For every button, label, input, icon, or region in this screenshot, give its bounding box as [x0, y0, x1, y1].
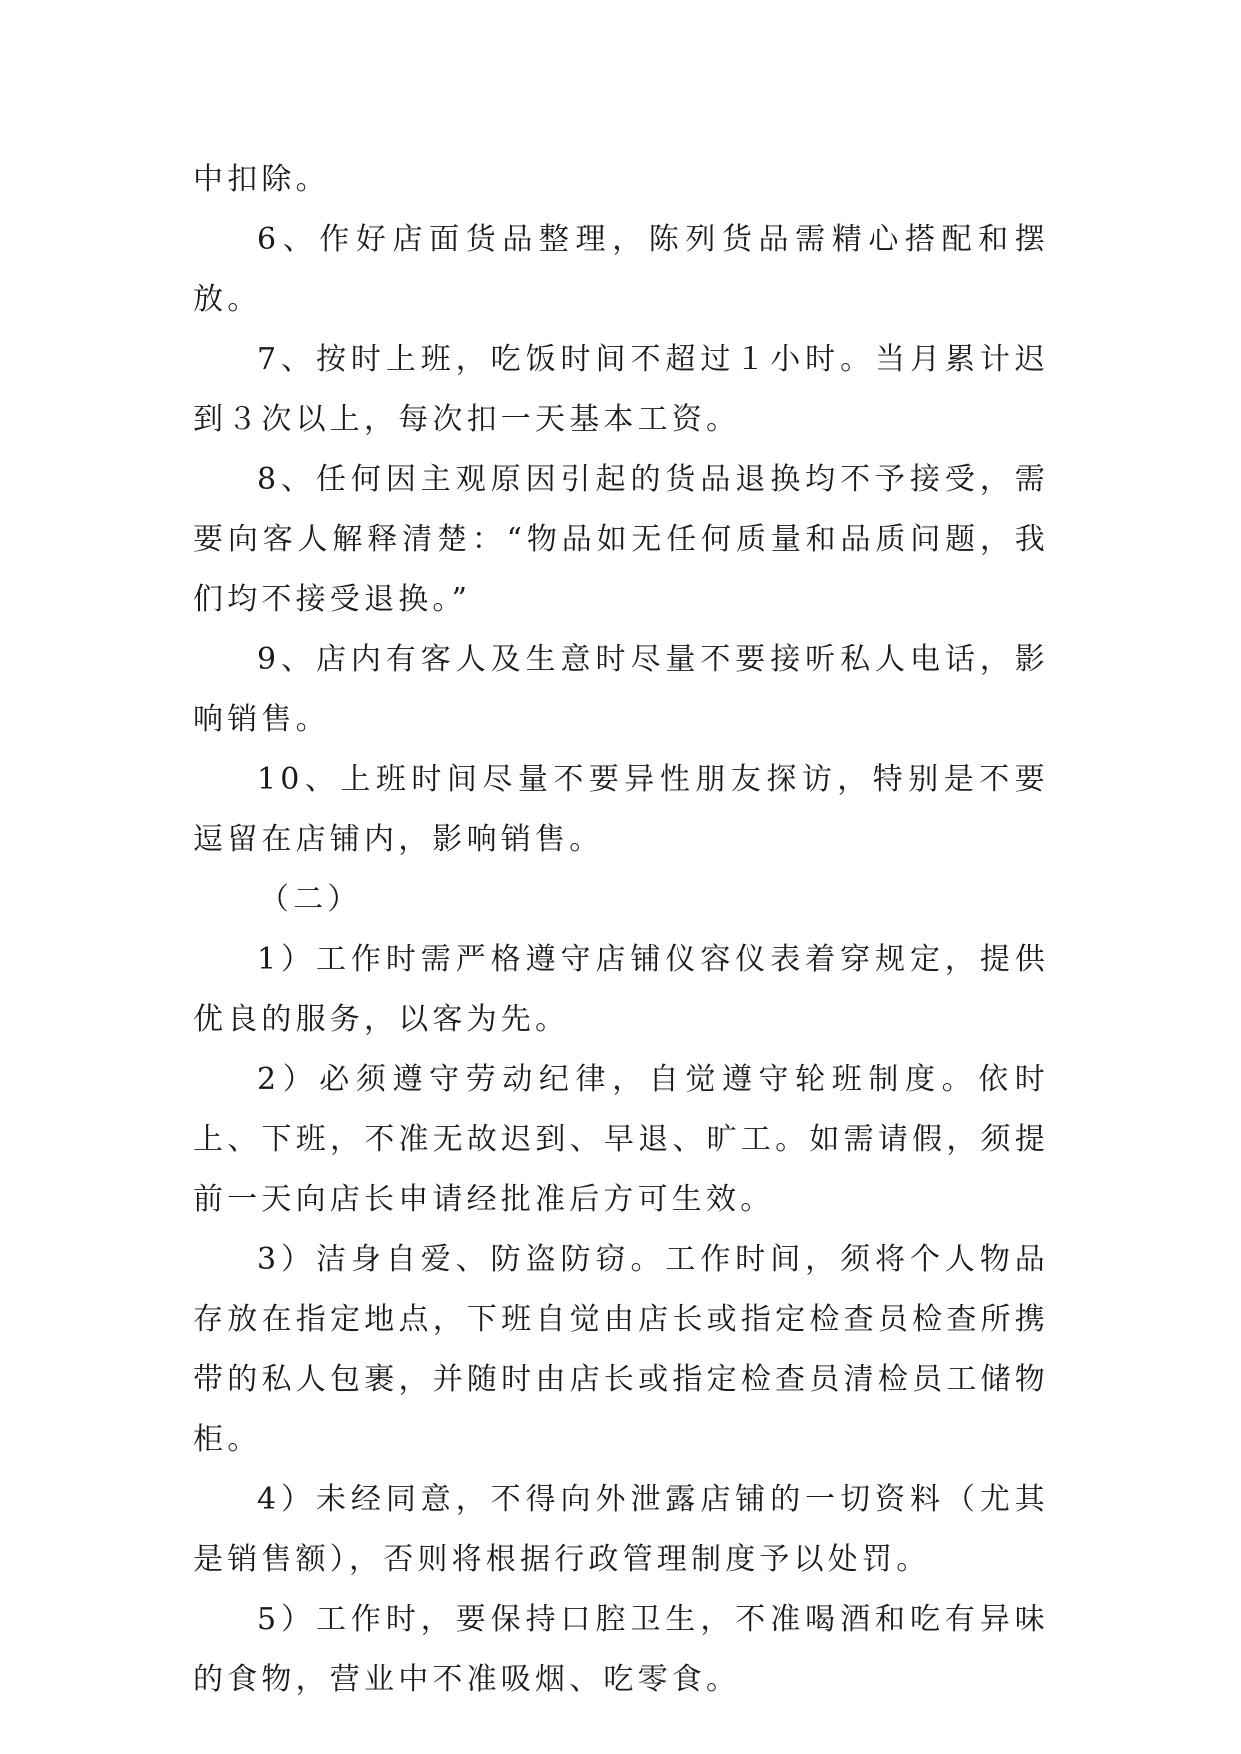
- paragraph-item-7: 7、按时上班，吃饭时间不超过１小时。当月累计迟到３次以上，每次扣一天基本工资。: [193, 342, 1049, 437]
- paragraph-item-6: 6、作好店面货品整理，陈列货品需精心搭配和摆放。: [193, 222, 1049, 317]
- section-two-item-2: 2）必须遵守劳动纪律，自觉遵守轮班制度。依时上、下班，不准无故迟到、早退、旷工。如需请假，须提前一天向店长申请经批准后方可生效。: [193, 1062, 1049, 1217]
- section-two-item-3: 3）洁身自爱、防盗防窃。工作时间，须将个人物品存放在指定地点，下班自觉由店长或指定检查员检查所携带的私人包裹，并随时由店长或指定检查员清检员工储物柜。: [193, 1242, 1049, 1457]
- section-two-item-5: 5）工作时，要保持口腔卫生，不准喝酒和吃有异味的食物，营业中不准吸烟、吃零食。: [193, 1602, 1049, 1697]
- paragraph-item-8: 8、任何因主观原因引起的货品退换均不予接受，需要向客人解释清楚：“物品如无任何质量和品质问题，我们均不接受退换。”: [193, 462, 1049, 617]
- document-body: [193, 150, 1049, 1710]
- paragraph-item-10: 10、上班时间尽量不要异性朋友探访，特别是不要逗留在店铺内，影响销售。: [193, 762, 1049, 857]
- paragraph-continuation: 中扣除。: [193, 162, 330, 197]
- section-two-item-4: 4）未经同意，不得向外泄露店铺的一切资料（尤其是销售额），否则将根据行政管理制度予以处罚。: [193, 1482, 1049, 1577]
- section-two-item-1: 1）工作时需严格遵守店铺仪容仪表着穿规定，提供优良的服务，以客为先。: [193, 942, 1049, 1037]
- paragraph-item-9: 9、店内有客人及生意时尽量不要接听私人电话，影响销售。: [193, 642, 1049, 737]
- section-two-heading: （二）: [259, 882, 362, 917]
